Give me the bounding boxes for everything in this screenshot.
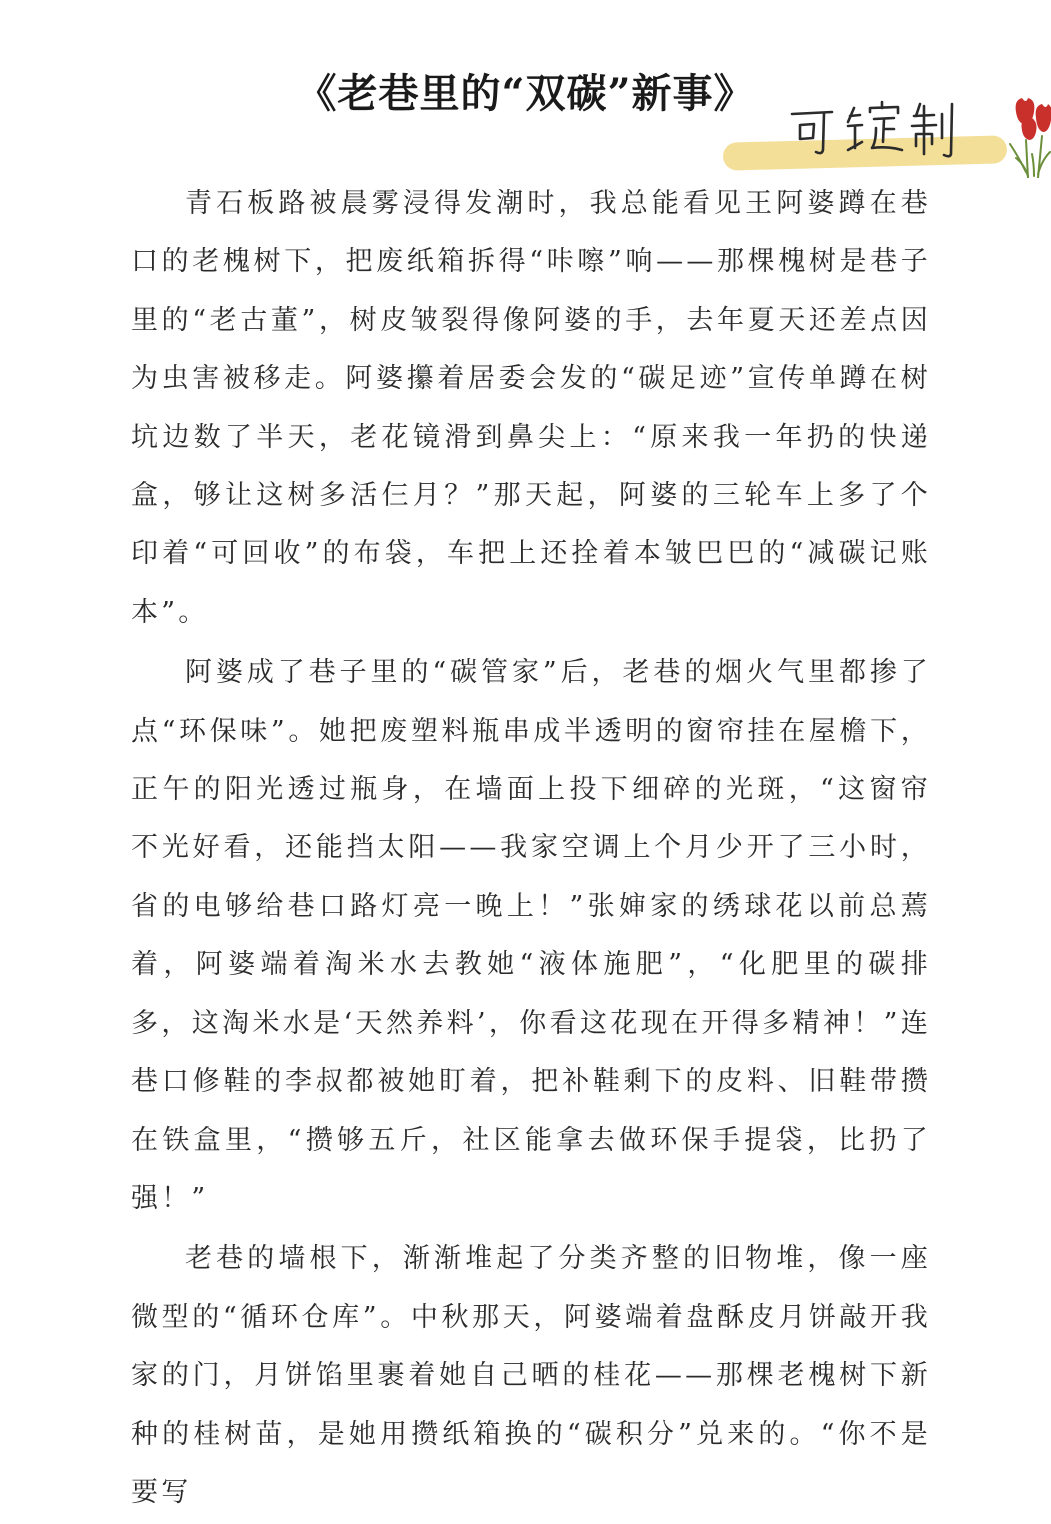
article-paragraph: 阿婆成了巷子里的“碳管家”后，老巷的烟火气里都掺了点“环保味”。她把废塑料瓶串成半透明的窗帘挂在屋檐下，正午的阳光透过瓶身，在墙面上投下细碎的光斑，“这窗帘不光好看，还能挡太阳——我家空调上个月少开了三小时，省的电够给巷口路灯亮一晚上！”张婶家的绣球花以前总蔫着，阿婆端着淘米水去教她“液体施肥”，“化肥里的碳排多，这淘米水是‘天然养料’，你看这花现在开得多精神！”连巷口修鞋的李叔都被她盯着，把补鞋剩下的皮料、旧鞋带攒在铁盒里，“攒够五斤，社区能拿去做环保手提袋，比扔了强！” (131, 657, 931, 1214)
article-paragraph: 老巷的墙根下，渐渐堆起了分类齐整的旧物堆，像一座微型的“循环仓库”。中秋那天，阿婆端着盘酥皮月饼敲开我家的门，月饼馅里裹着她自己晒的桂花——那棵老槐树下新种的桂树苗，是她用攒纸箱换的“碳积分”兑来的。“你不是要写 (131, 1243, 931, 1508)
tulip-leaves (1010, 136, 1050, 178)
article-body (131, 175, 931, 1524)
tulip-blooms (1016, 98, 1051, 140)
article-paragraph: 青石板路被晨雾浸得发潮时，我总能看见王阿婆蹲在巷口的老槐树下，把废纸箱拆得“咔嚓”响——那棵槐树是巷子里的“老古董”，树皮皱裂得像阿婆的手，去年夏天还差点因为虫害被移走。阿婆攥着居委会发的“碳足迹”宣传单蹲在树坑边数了半天，老花镜滑到鼻尖上：“原来我一年扔的快递盒，够让这树多活仨月？”那天起，阿婆的三轮车上多了个印着“可回收”的布袋，车把上还拴着本皱巴巴的“减碳记账本”。 (131, 188, 931, 628)
handwritten-signature (778, 92, 958, 162)
tulip-decoration (1004, 94, 1051, 178)
article-title: 《老巷里的“双碳”新事》 (296, 70, 755, 117)
